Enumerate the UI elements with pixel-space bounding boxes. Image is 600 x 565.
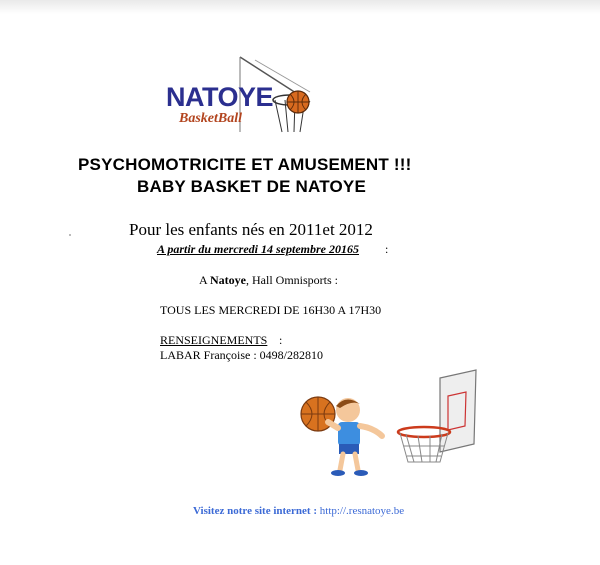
location-text xyxy=(199,273,338,288)
logo-basketball-text: BasketBall xyxy=(179,111,243,126)
child-basketball-icon xyxy=(290,366,490,486)
contact-text: LABAR Françoise : 0498/282810 xyxy=(160,348,323,362)
website-footer xyxy=(193,505,404,517)
website-link[interactable]: http://.resnatoye.be xyxy=(317,505,405,517)
info-heading: RENSEIGNEMENTS xyxy=(160,333,268,347)
location-rest: , Hall Omnisports : xyxy=(246,273,339,287)
info-colon: : xyxy=(279,333,283,347)
start-date-text: A partir du mercredi 14 septembre 20165 xyxy=(157,242,359,256)
natoye-basketball-logo xyxy=(160,52,320,140)
website-label: Visitez notre site internet : xyxy=(193,505,318,517)
stray-dot xyxy=(69,234,71,236)
headline-line-1: PSYCHOMOTRICITE ET AMUSEMENT !!! xyxy=(78,155,412,174)
schedule-text: TOUS LES MERCREDI DE 16H30 A 17H30 xyxy=(160,303,382,317)
top-shadow-bar xyxy=(0,0,600,14)
age-text: Pour les enfants nés en 2011et 2012 xyxy=(129,220,373,239)
location-name: Natoye xyxy=(210,273,247,287)
location-prefix: A xyxy=(199,273,211,287)
logo-natoye-text: NATOYE xyxy=(166,82,274,112)
start-date-colon: : xyxy=(385,242,389,256)
headline-line-2: BABY BASKET DE NATOYE xyxy=(137,177,367,196)
